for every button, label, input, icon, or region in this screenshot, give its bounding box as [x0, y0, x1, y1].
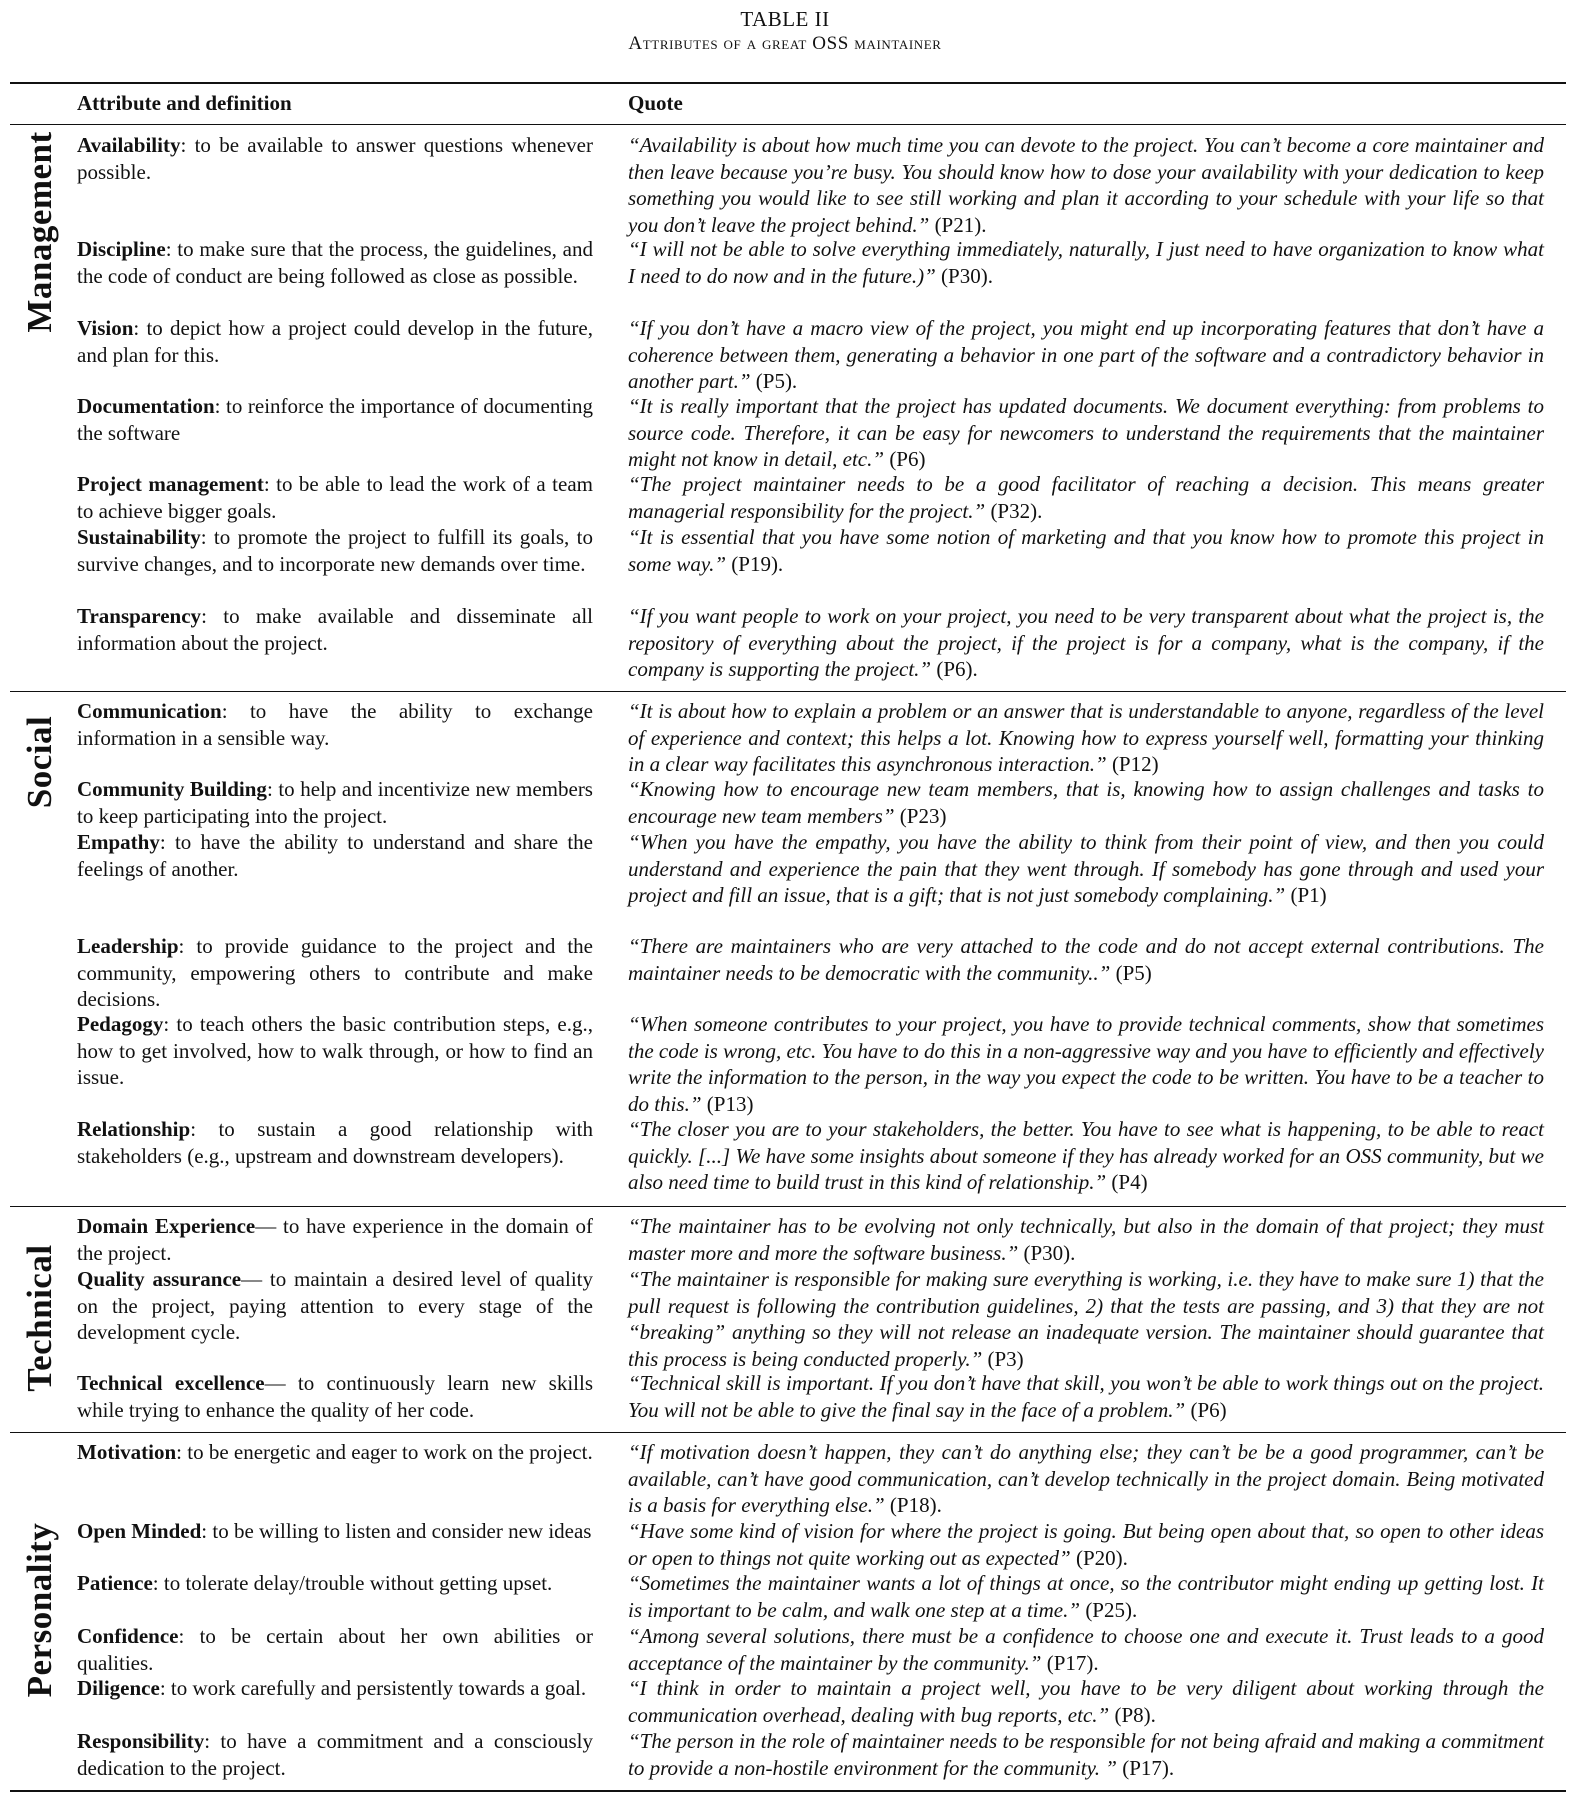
participant-ref: (P23) — [894, 803, 947, 828]
header-rule — [10, 124, 1566, 125]
attribute-name: Technical excellence — [77, 1371, 265, 1395]
participant-ref: (P30). — [935, 263, 993, 288]
quote-text: “The project maintainer needs to be a good facilitator of reaching a decision. This means greater managerial responsibility for the project.” — [628, 472, 1544, 523]
quote-cell — [628, 471, 1544, 524]
quote-text: “The maintainer is responsible for making sure everything is working, i.e. they have to make sure 1) that the pull request is following the contribution guidelines, 2) that the tests are passing, and 3) that they are not “breaking” anything so they will not release an inadequate version. The maintainer should guarantee that this process is being conducted properly.” — [628, 1267, 1544, 1371]
quote-cell — [628, 393, 1544, 473]
quote-text: “Sometimes the maintainer wants a lot of things at once, so the contributor might ending up getting lost. It is important to be calm, and walk one step at a time.” — [628, 1571, 1544, 1622]
participant-ref: (P13) — [701, 1091, 754, 1116]
participant-ref: (P20). — [1070, 1545, 1128, 1570]
group-label-text: Social — [20, 715, 59, 809]
quote-cell — [628, 132, 1544, 238]
participant-ref: (P6) — [884, 447, 926, 471]
attribute-definition: to be energetic and eager to work on the project. — [182, 1440, 593, 1464]
attribute-definition: to tolerate delay/trouble without getting upset. — [158, 1571, 553, 1595]
quote-text: “If you want people to work on your project, you need to be very transparent about what the project is, the repository of everything about the project, if the project is for a company, what is the company, if the company is supporting the project.” — [628, 604, 1544, 681]
table-caption: Attributes of a great OSS maintainer — [628, 33, 942, 54]
top-rule — [10, 82, 1566, 84]
participant-ref: (P8). — [1109, 1702, 1156, 1727]
attribute-name: Responsibility — [77, 1729, 205, 1753]
attribute-separator: : — [178, 1624, 185, 1648]
attribute-separator: — — [255, 1214, 277, 1238]
attribute-definition: to provide guidance to the project and the community, empowering others to contribute and make decisions. — [77, 934, 593, 1011]
attribute-definition: to work carefully and persistently towards a goal. — [165, 1676, 587, 1700]
attribute-definition: to help and incentivize new members to keep participating into the project. — [77, 777, 593, 828]
column-header-quote: Quote — [628, 91, 683, 115]
group-separator — [10, 691, 1566, 692]
attribute-name: Domain Experience — [77, 1214, 256, 1238]
participant-ref: (P4) — [1106, 1170, 1148, 1194]
attribute-cell — [77, 1570, 593, 1597]
attribute-cell — [77, 933, 593, 1013]
quote-text: “I think in order to maintain a project well, you have to be very diligent about working through the communication overhead, dealing with bug reports, etc.” — [628, 1676, 1544, 1727]
attribute-separator: : — [159, 1676, 166, 1700]
attribute-name: Relationship — [77, 1117, 191, 1141]
quote-text: “Technical skill is important. If you don’t have that skill, you won’t be able to work things out on the project. You will not be able to give the final say in the face of a problem.” — [628, 1371, 1544, 1422]
participant-ref: (P30). — [1018, 1240, 1076, 1265]
attribute-name: Open Minded — [77, 1519, 202, 1543]
attribute-cell — [77, 236, 593, 289]
attribute-cell — [77, 393, 593, 446]
attribute-cell — [77, 829, 593, 882]
attribute-definition: to have experience in the domain of the project. — [77, 1214, 593, 1265]
quote-text: “I will not be able to solve everything immediately, naturally, I just need to have organization to know what I need to do now and in the future.)” — [628, 237, 1544, 288]
attribute-name: Discipline — [77, 237, 166, 261]
attribute-cell — [77, 1623, 593, 1676]
group-label-text: Management — [20, 131, 59, 333]
attribute-cell — [77, 1439, 593, 1466]
quote-text: “Among several solutions, there must be a confidence to choose one and execute it. Trust leads to a good acceptance of the maintainer by the community.” — [628, 1624, 1544, 1675]
quote-cell — [628, 603, 1544, 683]
attribute-definition: to be able to lead the work of a team to achieve bigger goals. — [77, 472, 593, 523]
attribute-name: Diligence — [77, 1676, 160, 1700]
quote-text: “If you don’t have a macro view of the project, you might end up incorporating features that don’t have a coherence between them, generating a behavior in one part of the software and a contradictory behavior in another part.” — [628, 316, 1544, 393]
attribute-definition: to make sure that the process, the guidelines, and the code of conduct are being followed as close as possible. — [77, 237, 593, 288]
attribute-name: Availability — [77, 133, 181, 157]
quote-cell — [628, 236, 1544, 289]
attribute-definition: to be certain about her own abilities or qualities. — [77, 1624, 593, 1675]
attribute-definition: to sustain a good relationship with stakeholders (e.g., upstream and downstream developers). — [77, 1117, 593, 1168]
attribute-cell — [77, 1370, 593, 1423]
quote-text: “The person in the role of maintainer needs to be responsible for not being afraid and making a commitment to provide a non-hostile environment for the community. ” — [628, 1729, 1544, 1780]
quote-cell — [628, 1116, 1544, 1196]
attribute-definition: to have a commitment and a consciously dedication to the project. — [77, 1729, 593, 1780]
attribute-name: Transparency — [77, 604, 202, 628]
attribute-cell — [77, 1518, 593, 1545]
attribute-name: Sustainability — [77, 525, 201, 549]
group-separator — [10, 1206, 1566, 1207]
quote-cell — [628, 829, 1544, 909]
participant-ref: (P5). — [750, 369, 798, 393]
quote-cell — [628, 1266, 1544, 1372]
quote-text: “When someone contributes to your project, you have to provide technical comments, show that sometimes the code is wrong, etc. You have to do this in a non-aggressive way and you have to efficiently and effectively write the information to the person, in the way you expect the code to be written. You have to be a teacher to do this.” — [628, 1012, 1544, 1116]
attribute-name: Patience — [77, 1571, 153, 1595]
participant-ref: (P6) — [1185, 1397, 1227, 1422]
quote-text: “The closer you are to your stakeholders, the better. You have to see what is happening, to be able to react quickly. [...] We have some insights about someone if they has already worked for an OSS community, but we also need time to build trust in this kind of relationship.” — [628, 1117, 1544, 1194]
participant-ref: (P5) — [1110, 960, 1152, 985]
attribute-definition: to be willing to listen and consider new ideas — [207, 1519, 592, 1543]
quote-cell — [628, 933, 1544, 986]
attribute-separator: : — [214, 394, 221, 418]
attribute-separator: : — [163, 1012, 170, 1036]
attribute-name: Pedagogy — [77, 1012, 164, 1036]
attribute-cell — [77, 1728, 593, 1781]
quote-cell — [628, 698, 1544, 778]
attribute-definition: to teach others the basic contribution steps, e.g., how to get involved, how to walk through, or how to find an issue. — [77, 1012, 593, 1089]
quote-text: “The maintainer has to be evolving not only technically, but also in the domain of that project; they must master more and more the software business.” — [628, 1214, 1544, 1265]
attribute-definition: to have the ability to exchange information in a sensible way. — [77, 699, 593, 750]
quote-text: “It is about how to explain a problem or an answer that is understandable to anyone, regardless of the level of experience and context; this helps a lot. Knowing how to express yourself well, formatting your thinking in a clear way facilitates this asynchronous interaction.” — [628, 699, 1544, 776]
bottom-rule — [10, 1790, 1566, 1792]
attribute-cell — [77, 315, 593, 368]
attribute-cell — [77, 471, 593, 524]
quote-cell — [628, 1439, 1544, 1519]
attribute-separator: : — [201, 1519, 208, 1543]
attribute-definition: to continuously learn new skills while trying to enhance the quality of her code. — [77, 1371, 594, 1422]
participant-ref: (P6). — [931, 657, 978, 681]
attribute-separator: : — [152, 1571, 159, 1595]
quote-text: “It is really important that the project has updated documents. We document everything: from problems to source code. Therefore, it can be easy for newcomers to understand the requirements that the maintainer might not know in detail, etc.” — [628, 394, 1544, 471]
quote-text: “Knowing how to encourage new team members, that is, knowing how to assign challenges and tasks to encourage new team members” — [628, 777, 1544, 828]
participant-ref: (P21). — [929, 212, 987, 237]
quote-text: “When you have the empathy, you have the ability to think from their point of view, and then you could understand and experience the pain that they went through. If somebody has gone through and used your project and fill an issue, that is a gift; that is not just somebody complaining.” — [628, 830, 1544, 907]
attribute-cell — [77, 603, 593, 656]
attribute-definition: to have the ability to understand and share the feelings of another. — [77, 830, 593, 881]
attribute-cell — [77, 698, 593, 751]
participant-ref: (P17). — [1041, 1650, 1099, 1675]
attribute-separator: : — [263, 472, 270, 496]
attribute-name: Communication — [77, 699, 222, 723]
attribute-separator: : — [180, 133, 187, 157]
quote-cell — [628, 1011, 1544, 1117]
attribute-separator: : — [201, 604, 207, 628]
quote-cell — [628, 1213, 1544, 1266]
attribute-cell — [77, 1213, 593, 1266]
attribute-separator: : — [221, 699, 228, 723]
participant-ref: (P17). — [1116, 1755, 1175, 1780]
quote-text: “If motivation doesn’t happen, they can’t do anything else; they can’t be be a good programmer, can’t be available, can’t have good communication, can’t develop technically in the project domain. Being motivated is a basis for everything else.” — [628, 1440, 1544, 1517]
attribute-separator: : — [190, 1117, 197, 1141]
attribute-cell — [77, 524, 593, 577]
attribute-name: Motivation — [77, 1440, 177, 1464]
quote-text: “Have some kind of vision for where the project is going. But being open about that, so open to other ideas or open to things not quite working out as expected” — [628, 1519, 1544, 1570]
participant-ref: (P19). — [726, 551, 784, 576]
attribute-definition: to promote the project to fulfill its goals, to survive changes, and to incorporate new demands over time. — [77, 525, 593, 576]
attribute-separator: : — [159, 830, 166, 854]
attribute-name: Leadership — [77, 934, 179, 958]
participant-ref: (P32). — [985, 498, 1043, 523]
attribute-definition: to maintain a desired level of quality on the project, paying attention to every stage of the development cycle. — [77, 1267, 593, 1344]
attribute-cell — [77, 132, 593, 185]
table-title-block — [0, 6, 1570, 56]
attribute-separator: : — [133, 316, 140, 340]
participant-ref: (P25). — [1080, 1597, 1138, 1622]
attribute-name: Community Building — [77, 777, 267, 801]
attribute-cell — [77, 776, 593, 829]
quote-cell — [628, 1370, 1544, 1423]
group-label-text: Technical — [20, 1244, 59, 1392]
quote-text: “It is essential that you have some notion of marketing and that you know how to promote this project in some way.” — [628, 525, 1544, 576]
attribute-name: Confidence — [77, 1624, 179, 1648]
attribute-separator: : — [266, 777, 273, 801]
quote-cell — [628, 1675, 1544, 1728]
group-label-text: Personality — [20, 1522, 59, 1698]
attribute-definition: to make available and disseminate all information about the project. — [77, 604, 593, 655]
quote-text: “There are maintainers who are very attached to the code and do not accept external contributions. The maintainer needs to be democratic with the community..” — [628, 934, 1544, 985]
attribute-name: Project management — [77, 472, 264, 496]
attribute-definition: to be available to answer questions whenever possible. — [77, 133, 593, 184]
attribute-separator: : — [200, 525, 207, 549]
participant-ref: (P12) — [1106, 752, 1159, 776]
quote-cell — [628, 524, 1544, 577]
quote-cell — [628, 1518, 1544, 1571]
column-header-attribute: Attribute and definition — [77, 91, 292, 115]
attribute-name: Empathy — [77, 830, 160, 854]
attribute-cell — [77, 1116, 593, 1169]
attribute-definition: to reinforce the importance of documenting the software — [77, 394, 593, 445]
attribute-cell — [77, 1266, 593, 1346]
attribute-definition: to depict how a project could develop in the future, and plan for this. — [77, 316, 593, 367]
attribute-name: Vision — [77, 316, 134, 340]
quote-cell — [628, 1623, 1544, 1676]
attribute-separator: — — [264, 1371, 286, 1395]
participant-ref: (P18). — [884, 1493, 942, 1517]
quote-cell — [628, 776, 1544, 829]
group-separator — [10, 1432, 1566, 1433]
participant-ref: (P3) — [982, 1346, 1024, 1371]
quote-text: “Availability is about how much time you can devote to the project. You can’t become a core maintainer and then leave because you’re busy. You should know how to dose your availability with your dedication to keep something you would like to see still working and plan it according to your schedule with your life so that you don’t leave the project behind.” — [628, 133, 1544, 237]
quote-cell — [628, 1728, 1544, 1781]
attribute-separator: : — [204, 1729, 211, 1753]
quote-cell — [628, 1570, 1544, 1623]
attribute-name: Documentation — [77, 394, 215, 418]
participant-ref: (P1) — [1285, 883, 1327, 907]
attribute-separator: — — [241, 1267, 263, 1291]
attribute-separator: : — [176, 1440, 182, 1464]
attribute-separator: : — [165, 237, 172, 261]
attribute-separator: : — [178, 934, 185, 958]
attribute-cell — [77, 1011, 593, 1091]
quote-cell — [628, 315, 1544, 395]
attribute-cell — [77, 1675, 593, 1702]
table-label: TABLE II — [740, 7, 830, 31]
attribute-name: Quality assurance — [77, 1267, 242, 1291]
